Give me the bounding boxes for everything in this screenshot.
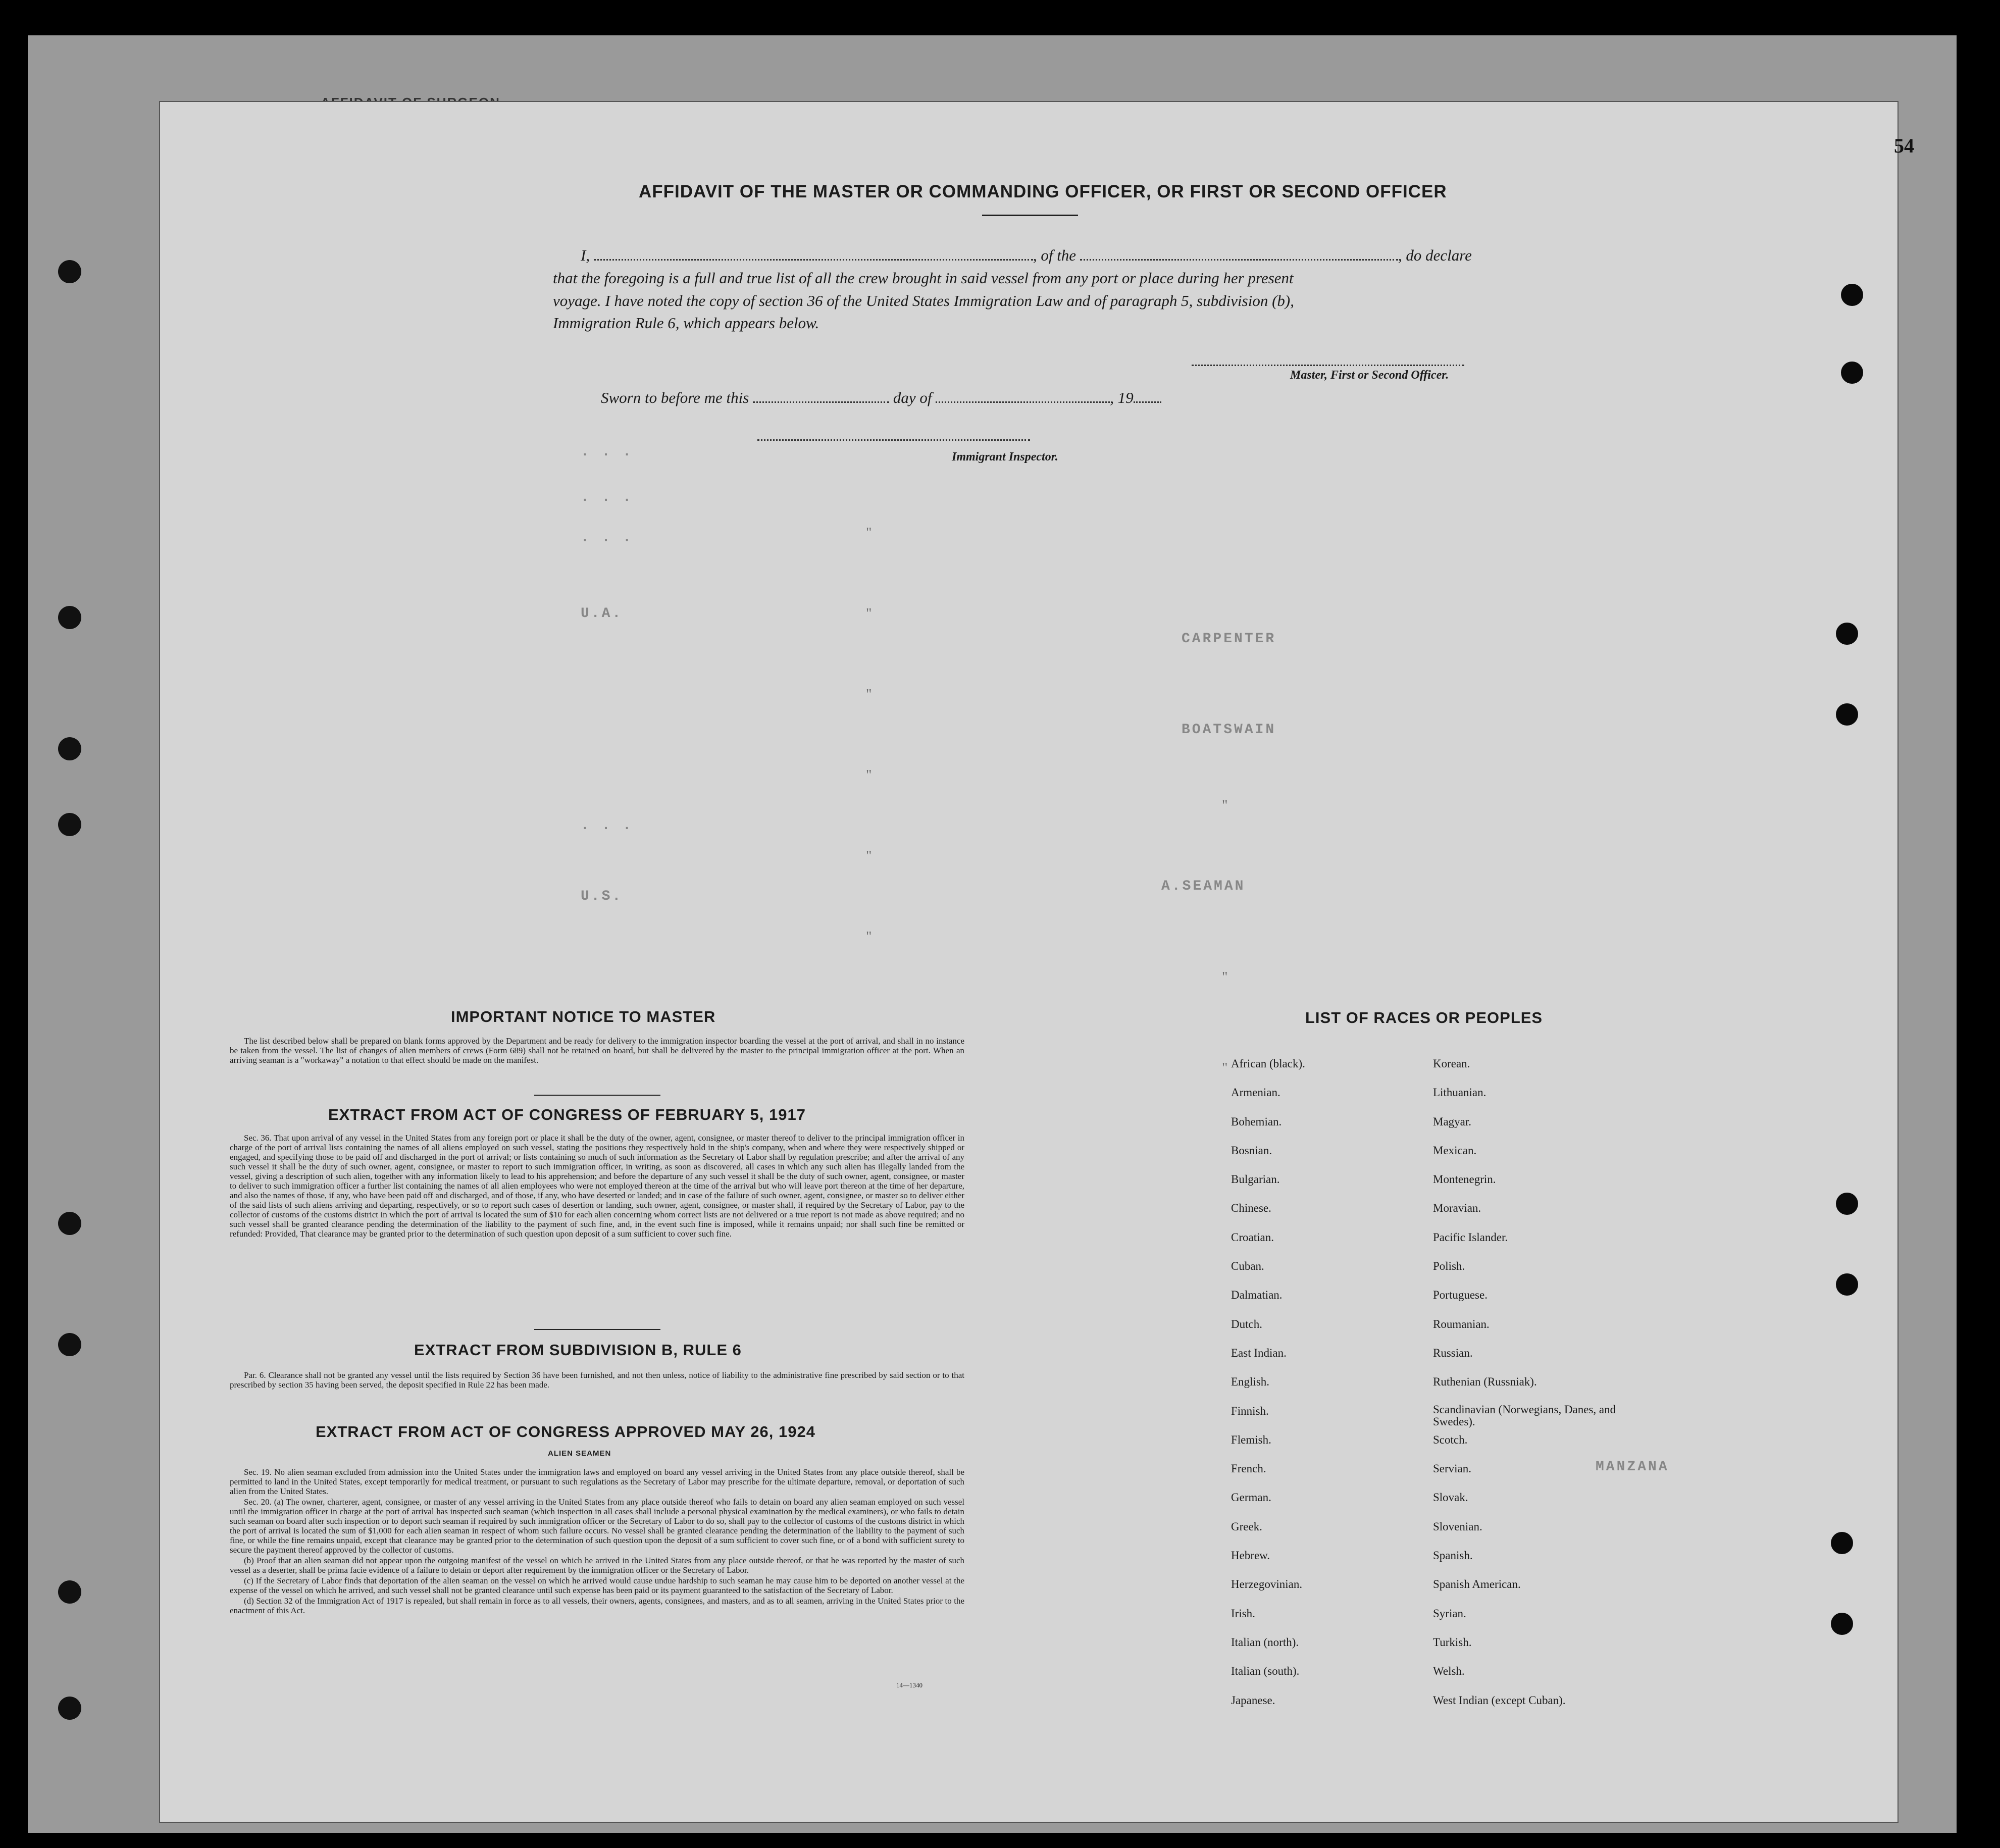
race-item: Flemish. — [1231, 1433, 1271, 1446]
sworn-day-blank[interactable] — [753, 401, 889, 403]
race-item: Polish. — [1433, 1260, 1465, 1273]
punch-hole — [1831, 1532, 1853, 1554]
races-column-left — [1231, 1056, 1413, 1722]
race-item: Greek. — [1231, 1520, 1262, 1533]
notice-body — [230, 1036, 964, 1066]
sworn-year-blank[interactable] — [1134, 401, 1161, 403]
races-column-right — [1433, 1056, 1625, 1722]
punch-hole — [1836, 1193, 1858, 1215]
sworn-day-label: day of — [893, 389, 932, 406]
punch-hole — [58, 737, 81, 760]
extract-1924-subtitle: ALIEN SEAMEN — [548, 1449, 611, 1458]
declaration-i: I, — [581, 246, 590, 264]
race-item: Korean. — [1433, 1057, 1470, 1070]
race-item: Finnish. — [1231, 1404, 1269, 1417]
master-signature-line[interactable] — [1192, 365, 1464, 366]
race-item: West Indian (except Cuban). — [1433, 1693, 1566, 1707]
race-item: African (black). — [1231, 1057, 1305, 1070]
extract-1924-paragraph: (b) Proof that an alien seaman did not appear upon the outgoing manifest of the vessel on which he arrived in the United States from any place outside thereof, or that he was reported by the master of such vessel as a deserter, shall be prima facie evidence of a failure to detain or deport after requirement by the immigration officer or the Secretary of Labor. — [230, 1556, 964, 1575]
declaration-line-3: voyage. I have noted the copy of section 36 of the United States Immigration Law and of paragraph 5, subdivision (b), — [553, 292, 1294, 310]
punch-hole — [1831, 1613, 1853, 1635]
race-item: Russian. — [1433, 1346, 1473, 1359]
extract-rule6-paragraph: Par. 6. Clearance shall not be granted any vessel until the lists required by Section 36 have been furnished, and not then unless, notice of liability to the administrative fine prescribed by said section or to that prescribed by section 35 having been served, the deposit specified in Rule 22 has been made. — [230, 1370, 964, 1390]
inspector-signature-label: Immigrant Inspector. — [952, 450, 1058, 464]
punch-hole — [58, 1697, 81, 1720]
race-item: Syrian. — [1433, 1607, 1466, 1620]
master-signature-label: Master, First or Second Officer. — [1290, 369, 1449, 382]
punch-hole — [1841, 284, 1863, 306]
declaration-line-1 — [581, 246, 1472, 265]
race-item: Moravian. — [1433, 1202, 1481, 1215]
race-item: Armenian. — [1231, 1086, 1280, 1099]
punch-hole — [58, 260, 81, 283]
race-item: Herzegovinian. — [1231, 1578, 1303, 1591]
race-item: Cuban. — [1231, 1260, 1264, 1273]
race-item: German. — [1231, 1491, 1271, 1504]
race-item: Scotch. — [1433, 1433, 1468, 1446]
race-item: Spanish. — [1433, 1549, 1473, 1562]
race-item: Bohemian. — [1231, 1115, 1282, 1128]
extract-1924-body — [230, 1467, 964, 1616]
race-item: Slovak. — [1433, 1491, 1468, 1504]
race-item: Hebrew. — [1231, 1549, 1270, 1562]
vessel-blank[interactable] — [1080, 259, 1398, 261]
race-item: English. — [1231, 1375, 1270, 1389]
declaration-line-2: that the foregoing is a full and true list of all the crew brought in said vessel from any port or place during her present — [553, 269, 1294, 287]
race-item: Portuguese. — [1433, 1289, 1488, 1302]
form-number: 14—1340 — [896, 1681, 922, 1689]
race-item: Montenegrin. — [1433, 1173, 1496, 1186]
declaration-of-the: , of the — [1033, 246, 1076, 264]
extract-1917-title: EXTRACT FROM ACT OF CONGRESS OF FEBRUARY 5, 1917 — [328, 1106, 806, 1123]
notice-paragraph: The list described below shall be prepared on blank forms approved by the Department and be ready for delivery to the immigration inspector boarding the vessel at the port of arrival, and shall in no instance be taken from the vessel. The list of changes of alien members of crews (Form 689) shall not be retained on board, but shall be delivered by the master to the principal immigration officer at the port. When an arriving seaman is a "workaway" a notation to that effect should be made on the manifest. — [230, 1036, 964, 1065]
extract-rule6-body — [230, 1370, 964, 1391]
punch-hole — [58, 606, 81, 629]
race-item: Croatian. — [1231, 1230, 1274, 1244]
race-item: Dalmatian. — [1231, 1289, 1283, 1302]
title-divider — [982, 215, 1078, 216]
extract-1924-title: EXTRACT FROM ACT OF CONGRESS APPROVED MAY 26, 1924 — [316, 1423, 815, 1441]
race-item: Roumanian. — [1433, 1317, 1490, 1330]
punch-hole — [1836, 1273, 1858, 1296]
name-blank[interactable] — [594, 259, 1033, 261]
race-item: Lithuanian. — [1433, 1086, 1486, 1099]
extract-rule6-title: EXTRACT FROM SUBDIVISION B, RULE 6 — [414, 1341, 742, 1359]
race-item: Italian (north). — [1231, 1635, 1299, 1649]
race-item: Bulgarian. — [1231, 1173, 1280, 1186]
race-item: Japanese. — [1231, 1693, 1275, 1707]
race-item: Welsh. — [1433, 1665, 1465, 1678]
extract-1917-body — [230, 1133, 964, 1240]
extract-1924-paragraph: Sec. 19. No alien seaman excluded from admission into the United States under the immigration laws and employed on board any vessel arriving in the United States from any place outside thereof, shall be permitted to land in the United States, except temporarily for medical treatment, or pursuant to such regulations as the Secretary of Labor may prescribe for the ultimate departure, removal, or deportation of such alien from the United States. — [230, 1467, 964, 1496]
punch-hole — [58, 1212, 81, 1235]
inspector-signature-line[interactable] — [757, 439, 1030, 441]
extract-1917-paragraph: Sec. 36. That upon arrival of any vessel in the United States from any foreign port or place it shall be the duty of the owner, agent, consignee, or master thereof to deliver to the principal immigration officer in charge of the port of arrival lists containing the names of all aliens employed on such vessel, stating the positions they respectively hold in the ship's company, when and where they were respectively shipped or engaged, and specifying those to be paid off and discharged in the port of arrival; or lists containing so much of such information as the Secretary of Labor shall by regulation prescribe; and after the arrival of any such vessel it shall be the duty of such owner, agent, consignee, or master to report to such immigration officer, in writing, as soon as discovered, all cases in which any such alien has illegally landed from the vessel, giving a description of such alien, together with any information likely to lead to his apprehension; and before the departure of any such vessel it shall be the duty of such owner, agent, consignee, or master to deliver to such immigration officer a further list containing the names of all alien employees who were not employed thereon at the time of the arrival but who will leave port thereon at the time of her departure, and also the names of those, if any, who have been paid off and discharged, and of those, if any, who have deserted or landed; and in case of the failure of such owner, agent, consignee, or master so to deliver either of the said lists of such aliens arriving and departing, respectively, or so to report such cases of desertion or landing, such owner, agent, consignee, or master shall, if required by the Secretary of Labor, pay to the collector of customs of the customs district in which the port of arrival is located the sum of $10 for each alien concerning whom correct lists are not delivered or a true report is not made as above required; and no such vessel shall be granted clearance pending the determination of the liability to the payment of such fine, and, in the event such fine is imposed, while it remains unpaid; nor shall such fine be remitted or refunded: Provided, That clearance may be granted prior to the determination of such question upon deposit of a sum sufficient to cover such fine. — [230, 1133, 964, 1239]
section-divider — [534, 1329, 660, 1330]
declaration-do-declare: , do declare — [1398, 246, 1472, 264]
race-item: Slovenian. — [1433, 1520, 1482, 1533]
race-item: Chinese. — [1231, 1202, 1271, 1215]
race-item: Servian. — [1433, 1462, 1472, 1475]
punch-hole — [58, 1333, 81, 1356]
punch-hole — [1836, 623, 1858, 645]
punch-hole — [1841, 362, 1863, 384]
affidavit-title: AFFIDAVIT OF THE MASTER OR COMMANDING OFFICER, OR FIRST OR SECOND OFFICER — [639, 182, 1447, 201]
extract-1924-paragraph: (c) If the Secretary of Labor finds that deportation of the alien seaman on the vessel on which he arrived would cause undue hardship to such seaman he may cause him to be deported on another vessel at the expense of the vessel on which he arrived, and such vessel shall not be granted clearance until such expense has been paid or its payment guaranteed to the satisfaction of the Secretary of Labor. — [230, 1576, 964, 1595]
race-item: French. — [1231, 1462, 1266, 1475]
race-item: Spanish American. — [1433, 1578, 1521, 1591]
race-item: Italian (south). — [1231, 1665, 1300, 1678]
section-divider — [534, 1095, 660, 1096]
races-title: LIST OF RACES OR PEOPLES — [1305, 1009, 1543, 1026]
race-item: Bosnian. — [1231, 1144, 1272, 1157]
race-item: Irish. — [1231, 1607, 1255, 1620]
punch-hole — [1836, 703, 1858, 726]
punch-hole — [58, 1580, 81, 1604]
race-item: Scandinavian (Norwegians, Danes, and Swedes). — [1433, 1403, 1616, 1428]
sworn-year-label: , 19 — [1110, 389, 1134, 406]
page-number: 54 — [1894, 134, 1914, 157]
race-item: Magyar. — [1433, 1115, 1472, 1128]
race-item: East Indian. — [1231, 1346, 1287, 1359]
race-item: Mexican. — [1433, 1144, 1477, 1157]
declaration-line-4: Immigration Rule 6, which appears below. — [553, 314, 819, 332]
sworn-month-blank[interactable] — [936, 401, 1110, 403]
race-item: Turkish. — [1433, 1635, 1472, 1649]
notice-title: IMPORTANT NOTICE TO MASTER — [451, 1008, 716, 1025]
sworn-line — [601, 389, 1161, 407]
sworn-prefix: Sworn to before me this — [601, 389, 749, 406]
race-item: Ruthenian (Russniak). — [1433, 1375, 1537, 1389]
extract-1924-paragraph: (d) Section 32 of the Immigration Act of 1917 is repealed, but shall remain in force as to all vessels, their owners, agents, consignees, and masters, and as to all seamen, arriving in the United States prior to the enactment of this Act. — [230, 1596, 964, 1615]
race-item: Pacific Islander. — [1433, 1230, 1508, 1244]
race-item: Dutch. — [1231, 1317, 1262, 1330]
extract-1924-paragraph: Sec. 20. (a) The owner, charterer, agent, consignee, or master of any vessel arriving in the United States from any place outside thereof who fails to detain on board any alien seaman employed on such vessel until the immigration officer in charge at the port of arrival has inspected such seaman (which inspection in all cases shall include a personal physical examination by the medical examiners), or who fails to detain such seaman on board after such inspection or to deport such seaman if required by such immigration officer or the Secretary of Labor to do so, shall pay to the collector of customs of the customs district in which the port of arrival is located the sum of $1,000 for each alien seaman in respect of whom such failure occurs. No vessel shall be granted clearance pending the determination of the liability to the payment of such fine, or while the fine remains unpaid, except that clearance may be granted prior to the determination of such question upon the deposit of a sum sufficient to cover such fine, or of a bond with sufficient surety to secure the payment thereof approved by the collector of customs. — [230, 1497, 964, 1555]
punch-hole — [58, 813, 81, 836]
